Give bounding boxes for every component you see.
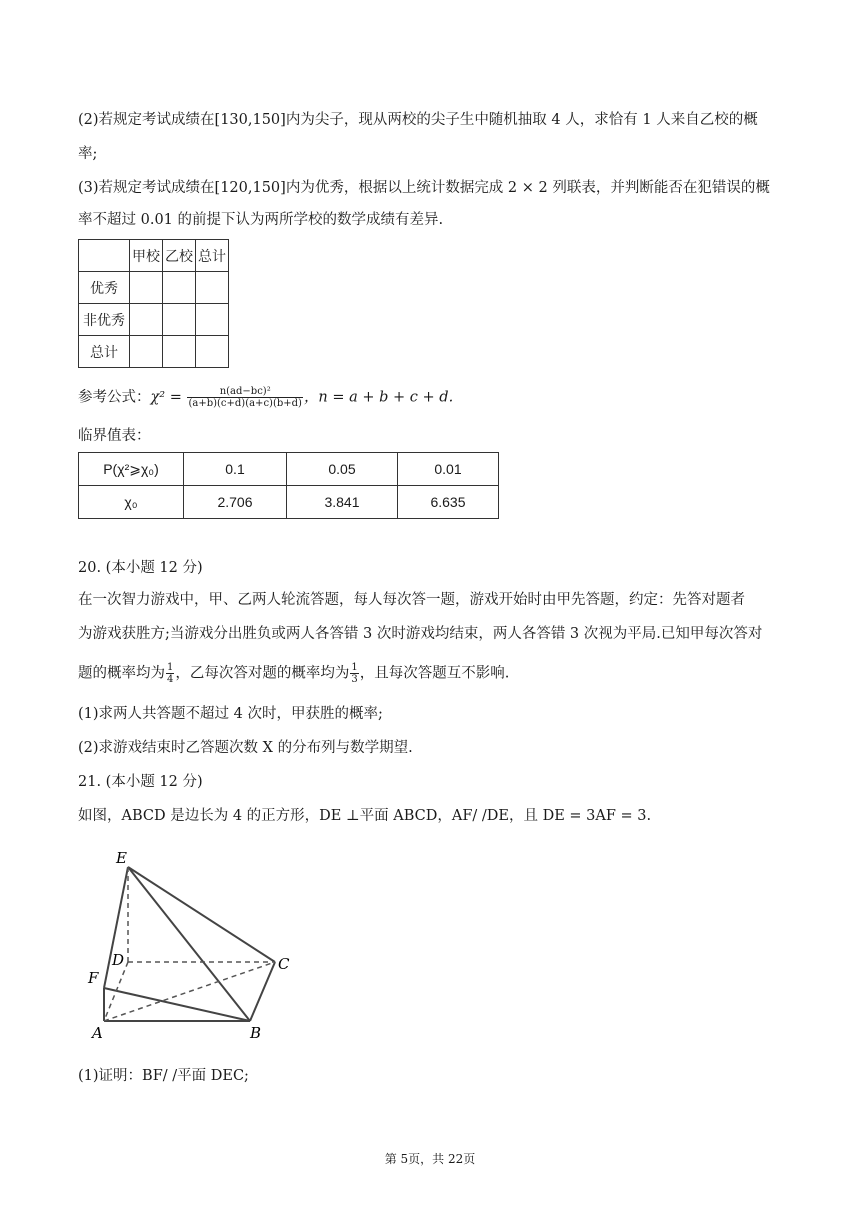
table-row [79,486,499,519]
critical-label: 临界值表： [78,428,151,444]
fraction-denominator: (a+b)(c+d)(a+c)(b+d) [188,398,302,409]
label-e: E [116,849,127,867]
table-cell: 优秀 [79,272,130,304]
label-d: D [112,951,125,969]
table-cell: 2.706 [184,486,287,519]
fraction-denominator: 3 [351,674,358,685]
formula-label: 参考公式： [78,389,151,406]
fraction-numerator: 1 [167,662,174,673]
table-cell: 3.841 [287,486,398,519]
table-cell [196,336,229,368]
table-cell: 乙校 [163,240,196,272]
table-cell [163,304,196,336]
table-cell: 6.635 [398,486,499,519]
table-cell [196,304,229,336]
page-footer: 第 5页，共 22页 [384,1152,476,1166]
table-cell: χ₀ [79,486,184,519]
table-row [79,272,229,304]
q20-line3-a: 题的概率均为 [78,665,165,682]
formula-tail: ，n = a + b + c + d. [303,389,454,406]
table-cell: P(χ²⩾χ₀) [79,453,184,486]
edge-ef [104,867,128,988]
label-c: C [278,955,290,973]
edge-ec [128,867,275,962]
critical-value-table [78,452,499,519]
table-cell [196,272,229,304]
table-cell: 0.05 [287,453,398,486]
q20-line3-c: ，且每次答题互不影响. [359,665,510,682]
fraction-one-third [350,662,358,685]
table-cell [130,336,163,368]
table-cell [130,272,163,304]
table-cell: 0.1 [184,453,287,486]
label-a: A [92,1024,103,1042]
table-cell [163,272,196,304]
table-row [79,304,229,336]
fraction-numerator: 1 [351,662,358,673]
formula-lhs: χ² = [150,389,182,406]
table-cell: 0.01 [398,453,499,486]
formula-line [78,386,453,409]
q21-heading: 21. (本小题 12 分) [78,774,203,790]
q19-part2-line1: (2)若规定考试成绩在[130,150]内为尖子，现从两校的尖子生中随机抽取 4 人，求恰有 1 人来自乙校的概 [78,112,758,128]
q20-part1: (1)求两人共答题不超过 4 次时，甲获胜的概率; [78,706,383,722]
table-cell [79,240,130,272]
q19-part2-line2: 率; [78,146,98,162]
edge-ac-hidden [104,962,275,1021]
edge-bc [250,962,275,1021]
table-cell: 甲校 [130,240,163,272]
q20-line2: 为游戏获胜方;当游戏分出胜负或两人各答错 3 次时游戏均结束，两人各答错 3 次视为平局.已知甲每次答对 [78,626,763,642]
label-b: B [250,1024,262,1042]
label-f: F [88,969,99,987]
q21-part1: (1)证明：BF/ /平面 DEC; [78,1068,249,1084]
q19-part3-line1: (3)若规定考试成绩在[120,150]内为优秀，根据以上统计数据完成 2 × 2 列联表，并判断能否在犯错误的概 [78,180,770,196]
table-cell: 总计 [79,336,130,368]
q20-heading: 20. (本小题 12 分) [78,560,203,576]
table-cell [130,304,163,336]
q20-line3 [78,662,509,685]
table-row [79,453,499,486]
q20-line1: 在一次智力游戏中，甲、乙两人轮流答题，每人每次答一题，游戏开始时由甲先答题，约定：先答对题者 [78,592,745,608]
chi-square-fraction [187,386,302,409]
table-row [79,336,229,368]
fraction-one-quarter [166,662,174,685]
q20-line3-b: ，乙每次答对题的概率均为 [175,665,350,682]
fraction-numerator: n(ad−bc)² [187,386,302,398]
table-row [79,240,229,272]
q19-part3-line2: 率不超过 0.01 的前提下认为两所学校的数学成绩有差异. [78,212,444,228]
contingency-table [78,239,229,368]
table-cell [163,336,196,368]
table-cell: 总计 [196,240,229,272]
fraction-denominator: 4 [167,674,174,685]
q20-part2: (2)求游戏结束时乙答题次数 X 的分布列与数学期望. [78,740,413,756]
geometry-figure [80,845,310,1045]
q21-line1: 如图，ABCD 是边长为 4 的正方形，DE ⊥平面 ABCD，AF/ /DE，且 DE = 3AF = 3. [78,808,652,824]
table-cell: 非优秀 [79,304,130,336]
